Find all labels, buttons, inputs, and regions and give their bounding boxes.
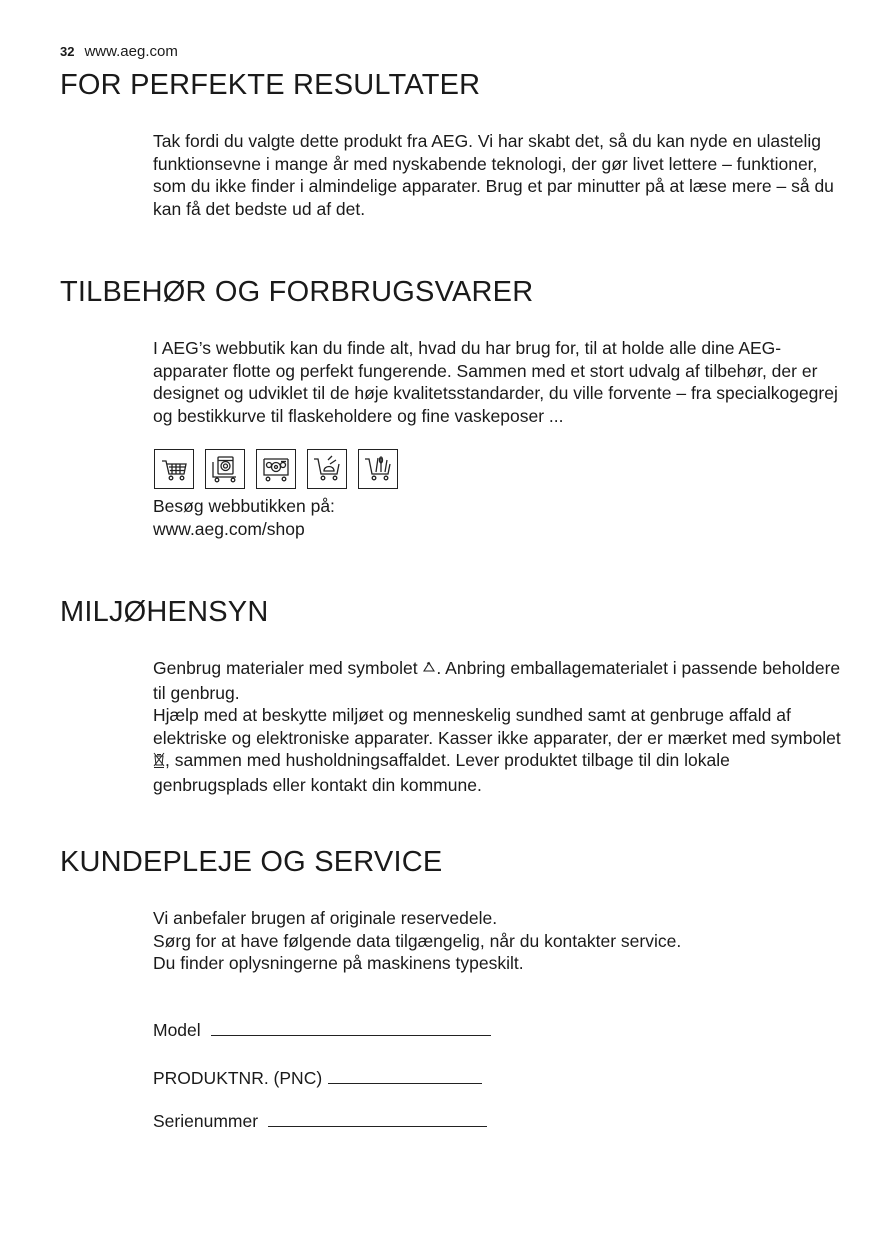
pnc-field	[153, 1068, 482, 1089]
washer-cart-icon	[205, 449, 245, 489]
page-number: 32	[60, 44, 75, 59]
shop-visit	[153, 495, 843, 540]
page-header	[60, 43, 178, 60]
service-text: Vi anbefaler brugen af originale reservedele. Sørg for at have følgende data tilgængelig, når du kontakter service. Du finder oplysningerne på maskinens typeskilt.	[153, 908, 682, 974]
model-label: Model	[153, 1020, 201, 1040]
accessories-text: I AEG’s webbutik kan du finde alt, hvad du har brug for, til at holde alle dine AEG-apparater flotte og perfekt fungerende. Sammen med et stort udvalg af tilbehør, der er designet og udviklet til de høje kvalitetsstandarder, du ville forvente – fra specialkogegrej og bestikkurve til flaskeholdere og fine vaskeposer ...	[153, 338, 838, 426]
shop-visit-label: Besøg webbutikken på:	[153, 496, 335, 516]
serial-label: Serienummer	[153, 1111, 259, 1131]
header-url[interactable]: www.aeg.com	[84, 43, 178, 60]
recycle-icon	[422, 659, 436, 682]
model-line	[211, 1021, 491, 1036]
cutlery-cart-icon	[358, 449, 398, 489]
section-title-service: KUNDEPLEJE OG SERVICE	[60, 846, 443, 878]
pnc-label: PRODUKTNR. (PNC)	[153, 1068, 323, 1088]
dishwasher-cart-icon	[256, 449, 296, 489]
model-field	[153, 1020, 491, 1041]
section-title-results: FOR PERFEKTE RESULTATER	[60, 69, 481, 101]
environment-text: Genbrug materialer med symbolet . Anbring emballagematerialet i passende beholdere til genbrug. Hjælp med at beskytte miljøet og menneskelig sundhed samt at genbruge affald af elektriske og elektroniske apparater. Kasser ikke apparater, der er mærket med symbolet , sammen med husholdningsaffaldet. Lever produktet tilbage til din lokale genbrugsplads eller kontakt din kommune.	[153, 658, 841, 795]
cart-icon	[154, 449, 194, 489]
serial-field	[153, 1111, 487, 1132]
section-title-environment: MILJØHENSYN	[60, 596, 269, 628]
shop-icon-row	[154, 449, 398, 489]
serial-line	[268, 1112, 487, 1127]
shop-url-link[interactable]: www.aeg.com/shop	[153, 518, 305, 539]
crossed-bin-icon	[153, 751, 165, 774]
dish-cart-icon	[307, 449, 347, 489]
section-title-accessories: TILBEHØR OG FORBRUGSVARER	[60, 276, 534, 308]
results-text: Tak fordi du valgte dette produkt fra AEG. Vi har skabt det, så du kan nyde en ulastelig funktionsevne i mange år med nyskabende teknologi, der gør livet lettere – funktioner, som du ikke finder i almindelige apparater. Brug et par minutter på at læse mere – så du kan få det bedste ud af det.	[153, 131, 834, 219]
pnc-line	[328, 1069, 482, 1084]
